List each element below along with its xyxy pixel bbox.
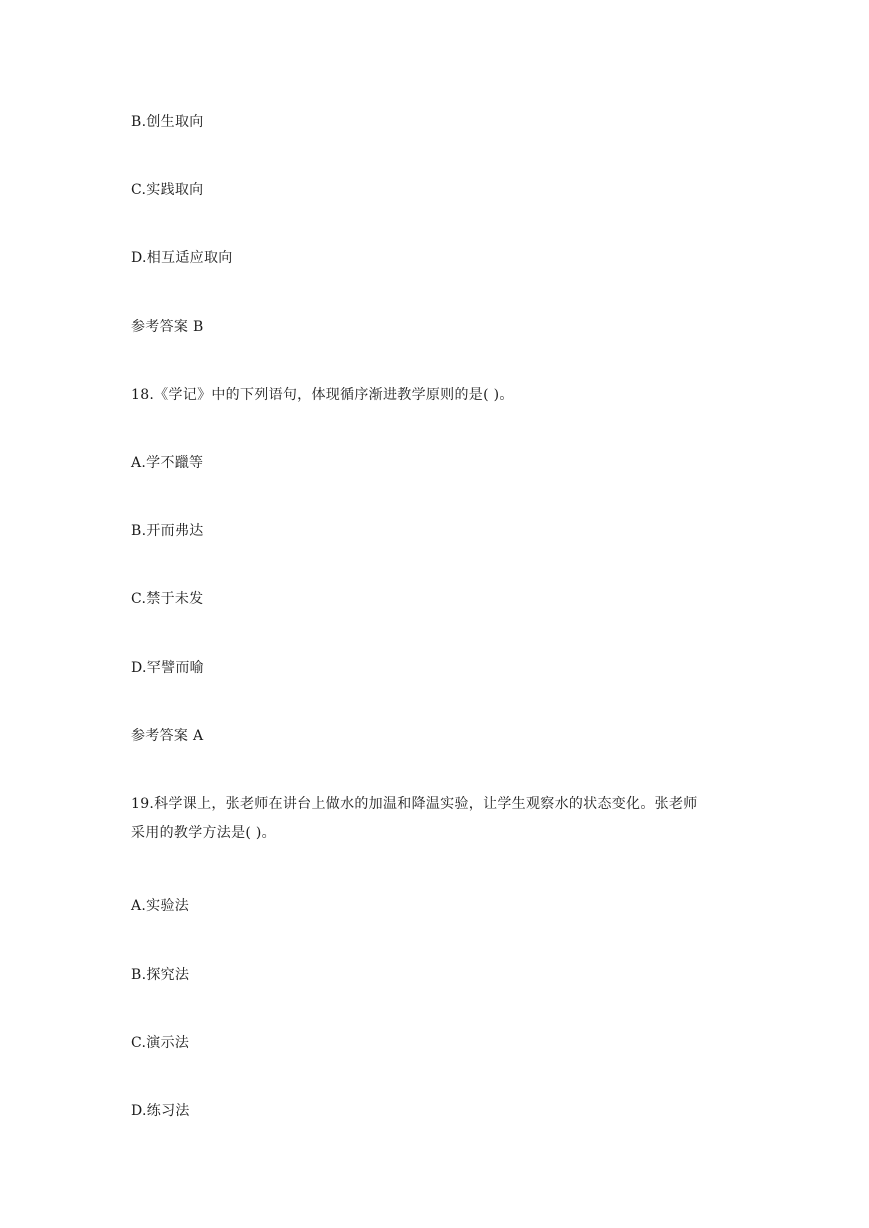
q19-option-c: C.演示法 [131, 1035, 190, 1051]
q18-answer: 参考答案 A [131, 728, 204, 744]
q19-option-b: B.探究法 [131, 967, 190, 983]
q18-option-a: A.学不躐等 [131, 455, 204, 471]
q18-option-d: D.罕譬而喻 [131, 660, 204, 676]
q18-option-b: B.开而弗达 [131, 523, 204, 539]
q19-option-a: A.实验法 [131, 898, 190, 914]
q17-option-c: C.实践取向 [131, 182, 204, 198]
q19-option-d: D.练习法 [131, 1103, 190, 1119]
q19-stem [131, 795, 751, 842]
q17-option-b: B.创生取向 [131, 114, 204, 130]
q19-stem-line-2: 采用的教学方法是( )。 [131, 825, 276, 841]
q17-answer: 参考答案 B [131, 319, 204, 335]
q19-stem-line-1: 19.科学课上，张老师在讲台上做水的加温和降温实验，让学生观察水的状态变化。张老师 [131, 796, 698, 812]
q18-stem: 18.《学记》中的下列语句，体现循序渐进教学原则的是( )。 [131, 387, 514, 403]
q18-option-c: C.禁于未发 [131, 591, 204, 607]
q17-option-d: D.相互适应取向 [131, 250, 233, 266]
